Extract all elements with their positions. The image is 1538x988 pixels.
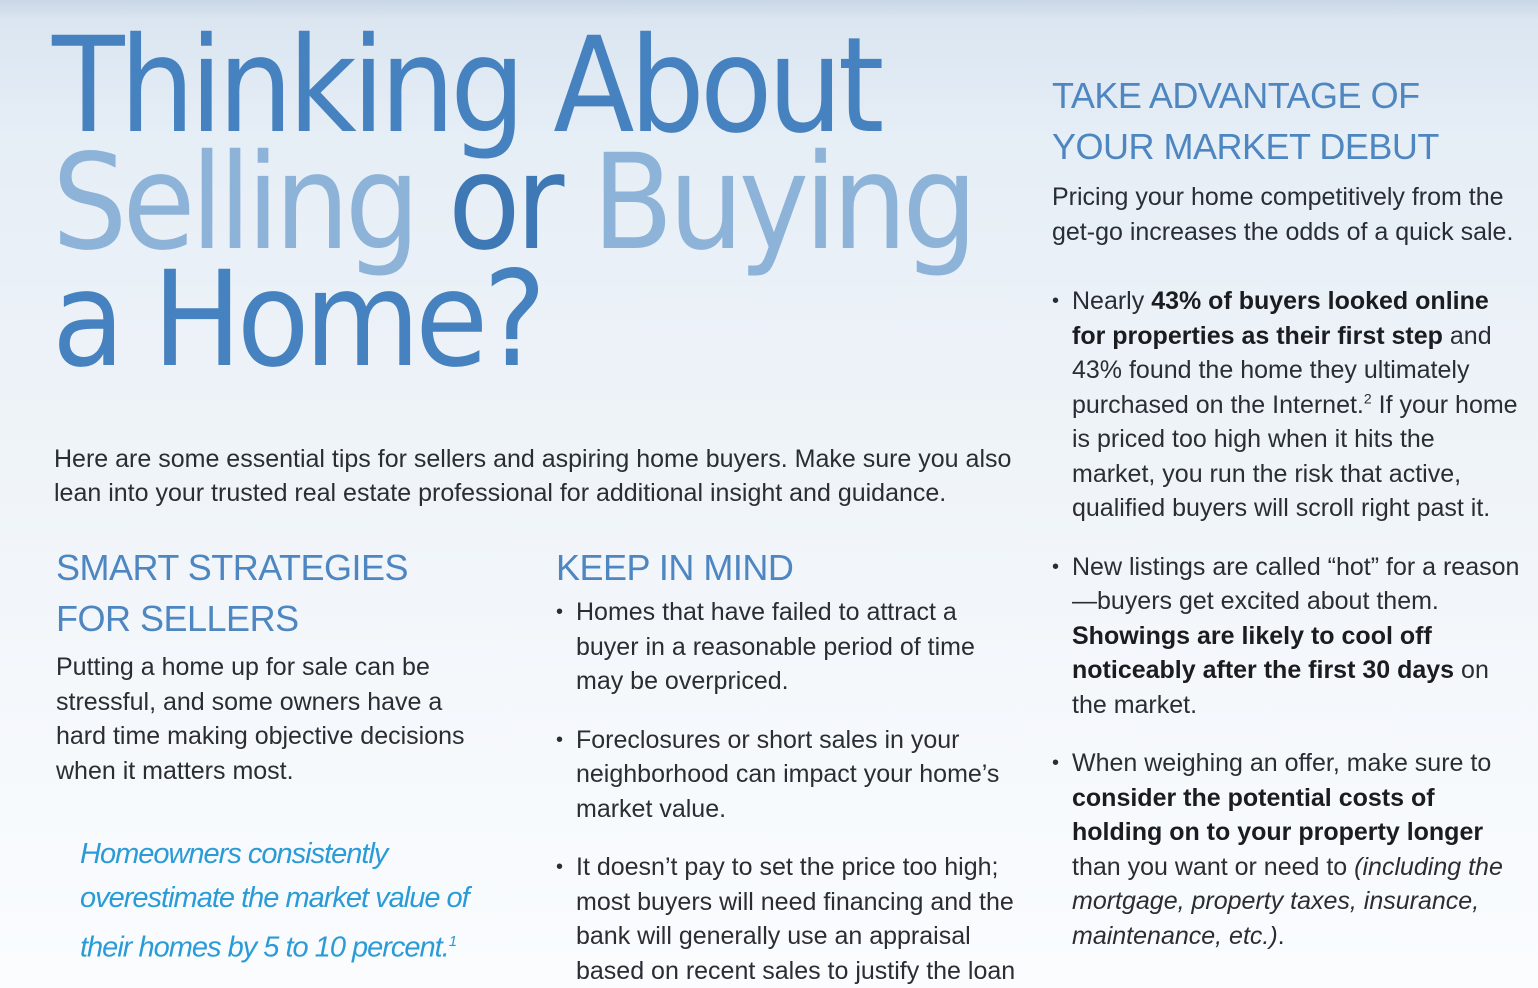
title-word-buying: Buying — [592, 126, 973, 280]
bullet2-post: on the market. — [1072, 656, 1489, 719]
title-line-1: Thinking About — [52, 9, 880, 163]
list-item — [1052, 284, 1522, 526]
bullet1-post2: If your home is priced too high when it hits the market, you run the risk that active, qualified buyers will scroll right past it. — [1072, 390, 1518, 522]
list-item: • Foreclosures or short sales in your neighborhood can impact your home’s market value. — [556, 723, 1026, 827]
bullet2-pre: New listings are called “hot” for a reason—buyers get excited about them. — [1072, 552, 1520, 615]
intro-paragraph: Here are some essential tips for sellers and aspiring home buyers. Make sure you also lean into your trusted real estate professional for additional insight and guidance. — [54, 445, 1012, 507]
market-debut-list — [1052, 284, 1522, 953]
bullet1-bold: 43% of buyers looked online for properties as their first step — [1072, 287, 1489, 350]
title-line-3: a Home? — [52, 243, 542, 397]
keep-in-mind-list — [556, 595, 1026, 988]
bullet3-italic: (including the mortgage, property taxes, insurance, maintenance, etc.) — [1072, 852, 1503, 950]
list-item — [1052, 746, 1522, 953]
list-item: • Homes that have failed to attract a buyer in a reasonable period of time may be overpriced. — [556, 595, 1026, 699]
keep-in-mind-heading: KEEP IN MIND — [556, 547, 794, 588]
bullet3-bold: consider the potential costs of holding on to your property longer — [1072, 783, 1484, 846]
bullet1-post: and 43% found the home they ultimately purchased on the Internet. — [1072, 321, 1492, 419]
bullet2-bold: Showings are likely to cool off noticeably after the first 30 days — [1072, 621, 1455, 684]
quote-footnote: 1 — [448, 933, 457, 950]
sellers-heading-line-1: SMART STRATEGIES — [56, 547, 409, 588]
market-debut-heading — [1052, 70, 1522, 172]
sellers-heading — [56, 542, 496, 644]
market-debut-heading-line-1: TAKE ADVANTAGE OF — [1052, 75, 1420, 116]
sellers-section — [56, 542, 496, 970]
bullet1-pre: Nearly — [1072, 287, 1152, 315]
bullet3-post: than you want or need to — [1072, 852, 1355, 881]
sellers-heading-line-2: FOR SELLERS — [56, 598, 299, 639]
page-title — [52, 9, 973, 397]
title-word-or: or — [415, 126, 593, 280]
keep-in-mind-section — [556, 542, 1026, 988]
list-item — [1052, 550, 1522, 723]
sellers-body: Putting a home up for sale can be stressful, and some owners have a hard time making objective decisions when it matters most. — [56, 653, 465, 785]
title-word-selling: Selling — [52, 126, 416, 280]
bullet3-pre: When weighing an offer, make sure to — [1072, 749, 1492, 777]
market-debut-heading-line-2: YOUR MARKET DEBUT — [1052, 126, 1439, 167]
market-debut-body: Pricing your home competitively from the get-go increases the odds of a quick sale. — [1052, 183, 1514, 246]
sellers-quote-text: Homeowners consistently overestimate the market value of their homes by 5 to 10 percent. — [80, 838, 469, 964]
sellers-quote — [80, 832, 496, 970]
list-item: • It doesn’t pay to set the price too high; most buyers will need financing and the bank will generally use an appraisal based on recent sales to justify the loan — [556, 850, 1026, 988]
market-debut-section — [1052, 70, 1522, 953]
bullet3-end: . — [1277, 921, 1285, 950]
bullet1-footnote: 2 — [1363, 390, 1372, 407]
